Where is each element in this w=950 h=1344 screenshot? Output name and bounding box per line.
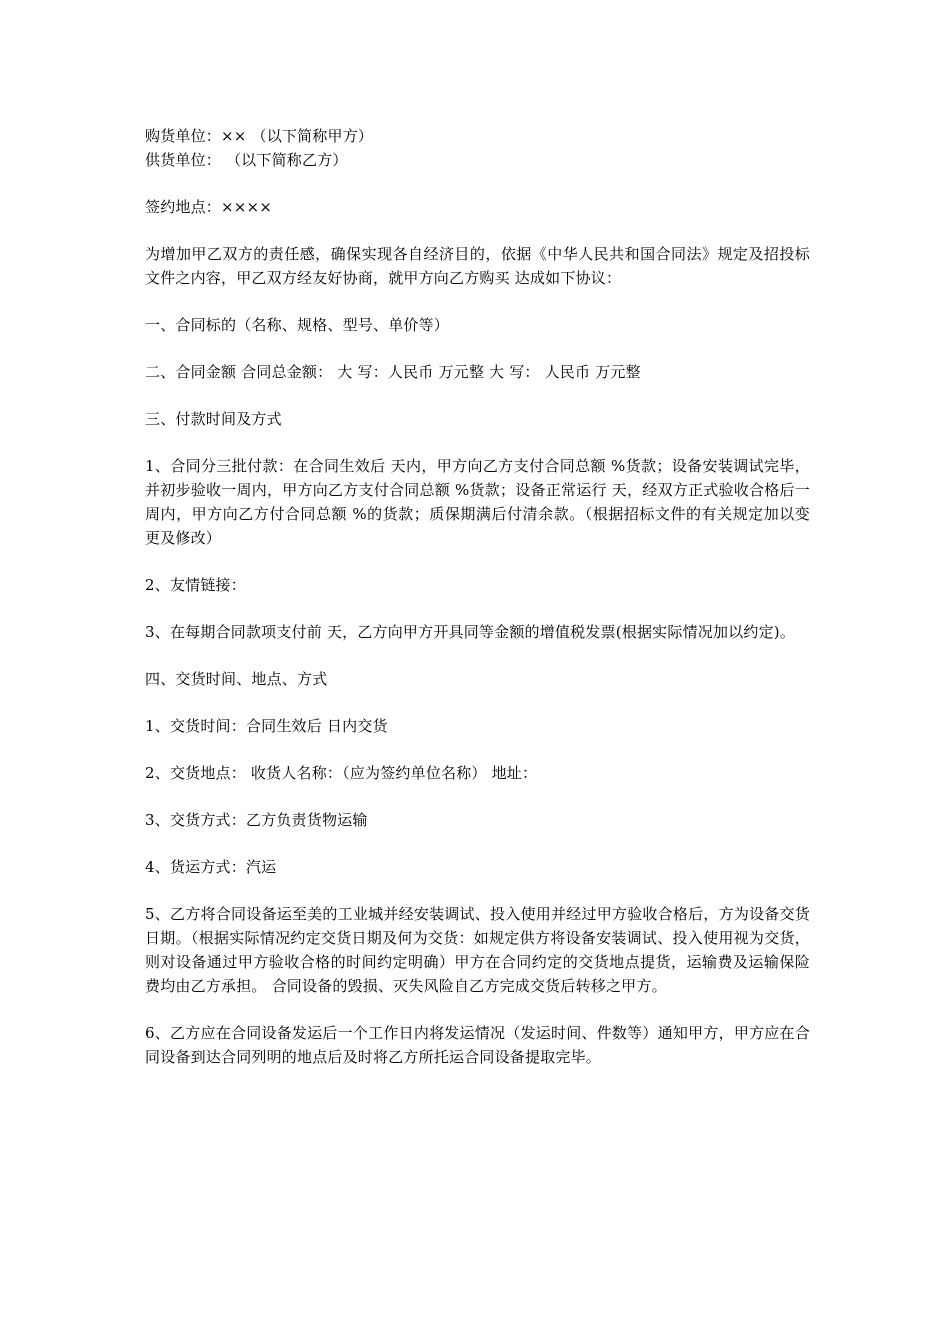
- section-heading-delivery: 四、交货时间、地点、方式: [145, 670, 328, 688]
- supplier-line: 供货单位： （以下简称乙方）: [145, 151, 348, 169]
- preamble-paragraph: 为增加甲乙双方的责任感，确保实现各自经济目的，依据《中华人民共和国合同法》规定及招投标文件之内容，甲乙双方经友好协商，就甲方向乙方购买 达成如下协议：: [145, 245, 810, 287]
- delivery-clause-3: 3、交货方式：乙方负责货物运输: [145, 811, 368, 829]
- delivery-clause-1: 1、交货时间：合同生效后 日内交货: [145, 717, 388, 735]
- payment-clause-2: 2、友情链接：: [145, 576, 246, 594]
- section-heading-payment: 三、付款时间及方式: [145, 410, 282, 428]
- delivery-clause-6: 6、乙方应在合同设备发运后一个工作日内将发运情况（发运时间、件数等）通知甲方，甲方应在合同设备到达合同列明的地点后及时将乙方所托运合同设备提取完毕。: [145, 1024, 810, 1066]
- payment-clause-1: 1、合同分三批付款：在合同生效后 天内，甲方向乙方支付合同总额 %货款；设备安装调试完毕，并初步验收一周内，甲方向乙方支付合同总额 %货款；设备正常运行 天，经双方正式验收合格后一周内，甲方向乙方付合同总额 %的货款；质保期满后付清余款。（根据招标文件的有关规定加以变更及修改）: [145, 457, 810, 547]
- section-heading-amount: 二、合同金额 合同总金额： 大 写：人民币 万元整 大 写： 人民币 万元整: [145, 363, 641, 381]
- delivery-clause-2: 2、交货地点： 收货人名称：（应为签约单位名称） 地址：: [145, 764, 538, 782]
- delivery-clause-5: 5、乙方将合同设备运至美的工业城并经安装调试、投入使用并经过甲方验收合格后，方为设备交货日期。（根据实际情况约定交货日期及何为交货：如规定供方将设备安装调试、投入使用视为交货，则对设备通过甲方验收合格的时间约定明确）甲方在合同约定的交货地点提货，运输费及运输保险费均由乙方承担。 合同设备的毁损、灭失风险自乙方完成交货后转移之甲方。: [145, 905, 810, 995]
- delivery-clause-4: 4、货运方式：汽运: [145, 858, 277, 876]
- contract-body: [145, 124, 810, 1092]
- signing-place-line: 签约地点：××××: [145, 198, 273, 216]
- payment-clause-3: 3、在每期合同款项支付前 天，乙方向甲方开具同等金额的增值税发票(根据实际情况加以约定)。: [145, 623, 796, 641]
- buyer-line: 购货单位：×× （以下简称甲方）: [145, 127, 374, 145]
- section-heading-subject: 一、合同标的（名称、规格、型号、单价等）: [145, 316, 450, 334]
